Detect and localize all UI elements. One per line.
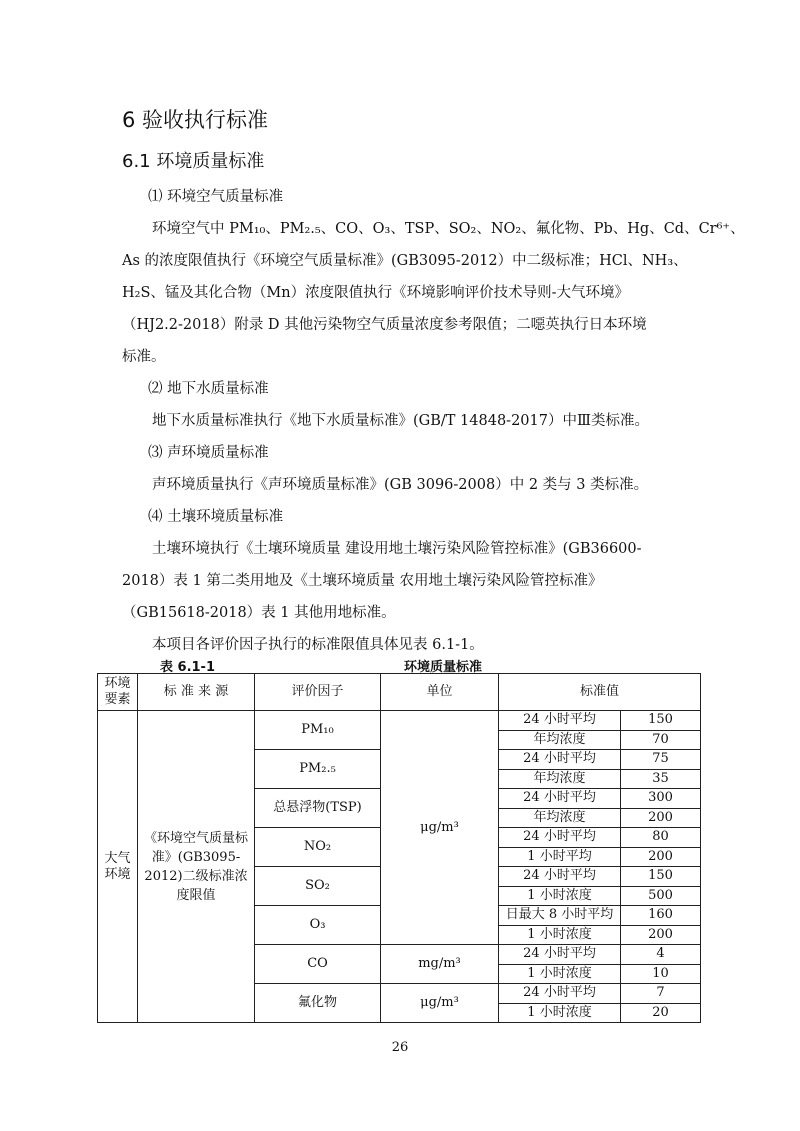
factor-cell: 氟化物 — [255, 984, 381, 1023]
page-number: 26 — [391, 1040, 409, 1055]
paragraph-line: 环境空气中 PM₁₀、PM₂.₅、CO、O₃、TSP、SO₂、NO₂、氟化物、Pb、Hg、Cd、Cr⁶⁺、 — [152, 221, 745, 237]
header-factor: 评价因子 — [255, 674, 381, 711]
table-title: 环境质量标准 — [404, 660, 483, 675]
period-cell: 24 小时平均 — [499, 945, 621, 965]
paragraph-line: 土壤环境执行《土壤环境质量 建设用地土壤污染风险管控标准》(GB36600- — [152, 541, 642, 557]
value-cell: 10 — [621, 964, 701, 984]
table-number: 表 6.1-1 — [160, 660, 215, 675]
unit-cell: μg/m³ — [381, 984, 499, 1023]
item-heading-groundwater: ⑵ 地下水质量标准 — [148, 381, 269, 397]
environmental-quality-table — [97, 673, 701, 1023]
value-cell: 160 — [621, 906, 701, 926]
period-cell: 1 小时平均 — [499, 847, 621, 867]
period-cell: 24 小时平均 — [499, 789, 621, 809]
period-cell: 年均浓度 — [499, 730, 621, 750]
period-cell: 1 小时浓度 — [499, 964, 621, 984]
value-cell: 300 — [621, 789, 701, 809]
value-cell: 20 — [621, 1003, 701, 1023]
section-heading: 6 验收执行标准 — [122, 108, 269, 132]
period-cell: 24 小时平均 — [499, 984, 621, 1004]
header-source: 标 准 来 源 — [138, 674, 255, 711]
header-element: 环境要素 — [98, 674, 138, 711]
item-heading-air: ⑴ 环境空气质量标准 — [148, 189, 284, 205]
value-cell: 200 — [621, 925, 701, 945]
paragraph-line: H₂S、锰及其化合物（Mn）浓度限值执行《环境影响评价技术导则-大气环境》 — [122, 285, 629, 301]
paragraph-line: （HJ2.2-2018）附录 D 其他污染物空气质量浓度参考限值；二噁英执行日本环境 — [122, 317, 647, 333]
period-cell: 1 小时浓度 — [499, 886, 621, 906]
period-cell: 24 小时平均 — [499, 750, 621, 770]
paragraph-line: 本项目各评价因子执行的标准限值具体见表 6.1-1。 — [152, 637, 484, 653]
period-cell: 年均浓度 — [499, 769, 621, 789]
source-cell: 《环境空气质量标准》(GB3095-2012)二级标准浓度限值 — [138, 711, 255, 1023]
period-cell: 年均浓度 — [499, 808, 621, 828]
unit-cell: mg/m³ — [381, 945, 499, 984]
paragraph-line: （GB15618-2018）表 1 其他用地标准。 — [122, 605, 396, 621]
paragraph-line: 2018）表 1 第二类用地及《土壤环境质量 农用地土壤污染风险管控标准》 — [122, 573, 603, 589]
item-heading-noise: ⑶ 声环境质量标准 — [148, 445, 269, 461]
paragraph-line: 地下水质量标准执行《地下水质量标准》(GB/T 14848-2017）中Ⅲ类标准。 — [152, 413, 649, 429]
subsection-heading: 6.1 环境质量标准 — [122, 151, 265, 172]
value-cell: 80 — [621, 828, 701, 848]
period-cell: 24 小时平均 — [499, 711, 621, 731]
value-cell: 7 — [621, 984, 701, 1004]
value-cell: 35 — [621, 769, 701, 789]
value-cell: 150 — [621, 711, 701, 731]
header-unit: 单位 — [381, 674, 499, 711]
period-cell: 1 小时浓度 — [499, 1003, 621, 1023]
period-cell: 24 小时平均 — [499, 867, 621, 887]
value-cell: 150 — [621, 867, 701, 887]
header-standard-value: 标准值 — [499, 674, 701, 711]
paragraph-line: As 的浓度限值执行《环境空气质量标准》(GB3095-2012）中二级标准；HCl、NH₃、 — [122, 253, 688, 269]
factor-cell: CO — [255, 945, 381, 984]
period-cell: 24 小时平均 — [499, 828, 621, 848]
paragraph-line: 标准。 — [122, 349, 166, 365]
value-cell: 4 — [621, 945, 701, 965]
value-cell: 500 — [621, 886, 701, 906]
factor-cell: SO₂ — [255, 867, 381, 906]
item-heading-soil: ⑷ 土壤环境质量标准 — [148, 509, 284, 525]
period-cell: 1 小时浓度 — [499, 925, 621, 945]
unit-cell: μg/m³ — [381, 711, 499, 945]
factor-cell: 总悬浮物(TSP) — [255, 789, 381, 828]
factor-cell: O₃ — [255, 906, 381, 945]
element-cell: 大气环境 — [98, 711, 138, 1023]
factor-cell: PM₂.₅ — [255, 750, 381, 789]
period-cell: 日最大 8 小时平均 — [499, 906, 621, 926]
value-cell: 200 — [621, 808, 701, 828]
value-cell: 200 — [621, 847, 701, 867]
factor-cell: NO₂ — [255, 828, 381, 867]
value-cell: 75 — [621, 750, 701, 770]
factor-cell: PM₁₀ — [255, 711, 381, 750]
paragraph-line: 声环境质量执行《声环境质量标准》(GB 3096-2008）中 2 类与 3 类标准。 — [152, 477, 649, 493]
value-cell: 70 — [621, 730, 701, 750]
